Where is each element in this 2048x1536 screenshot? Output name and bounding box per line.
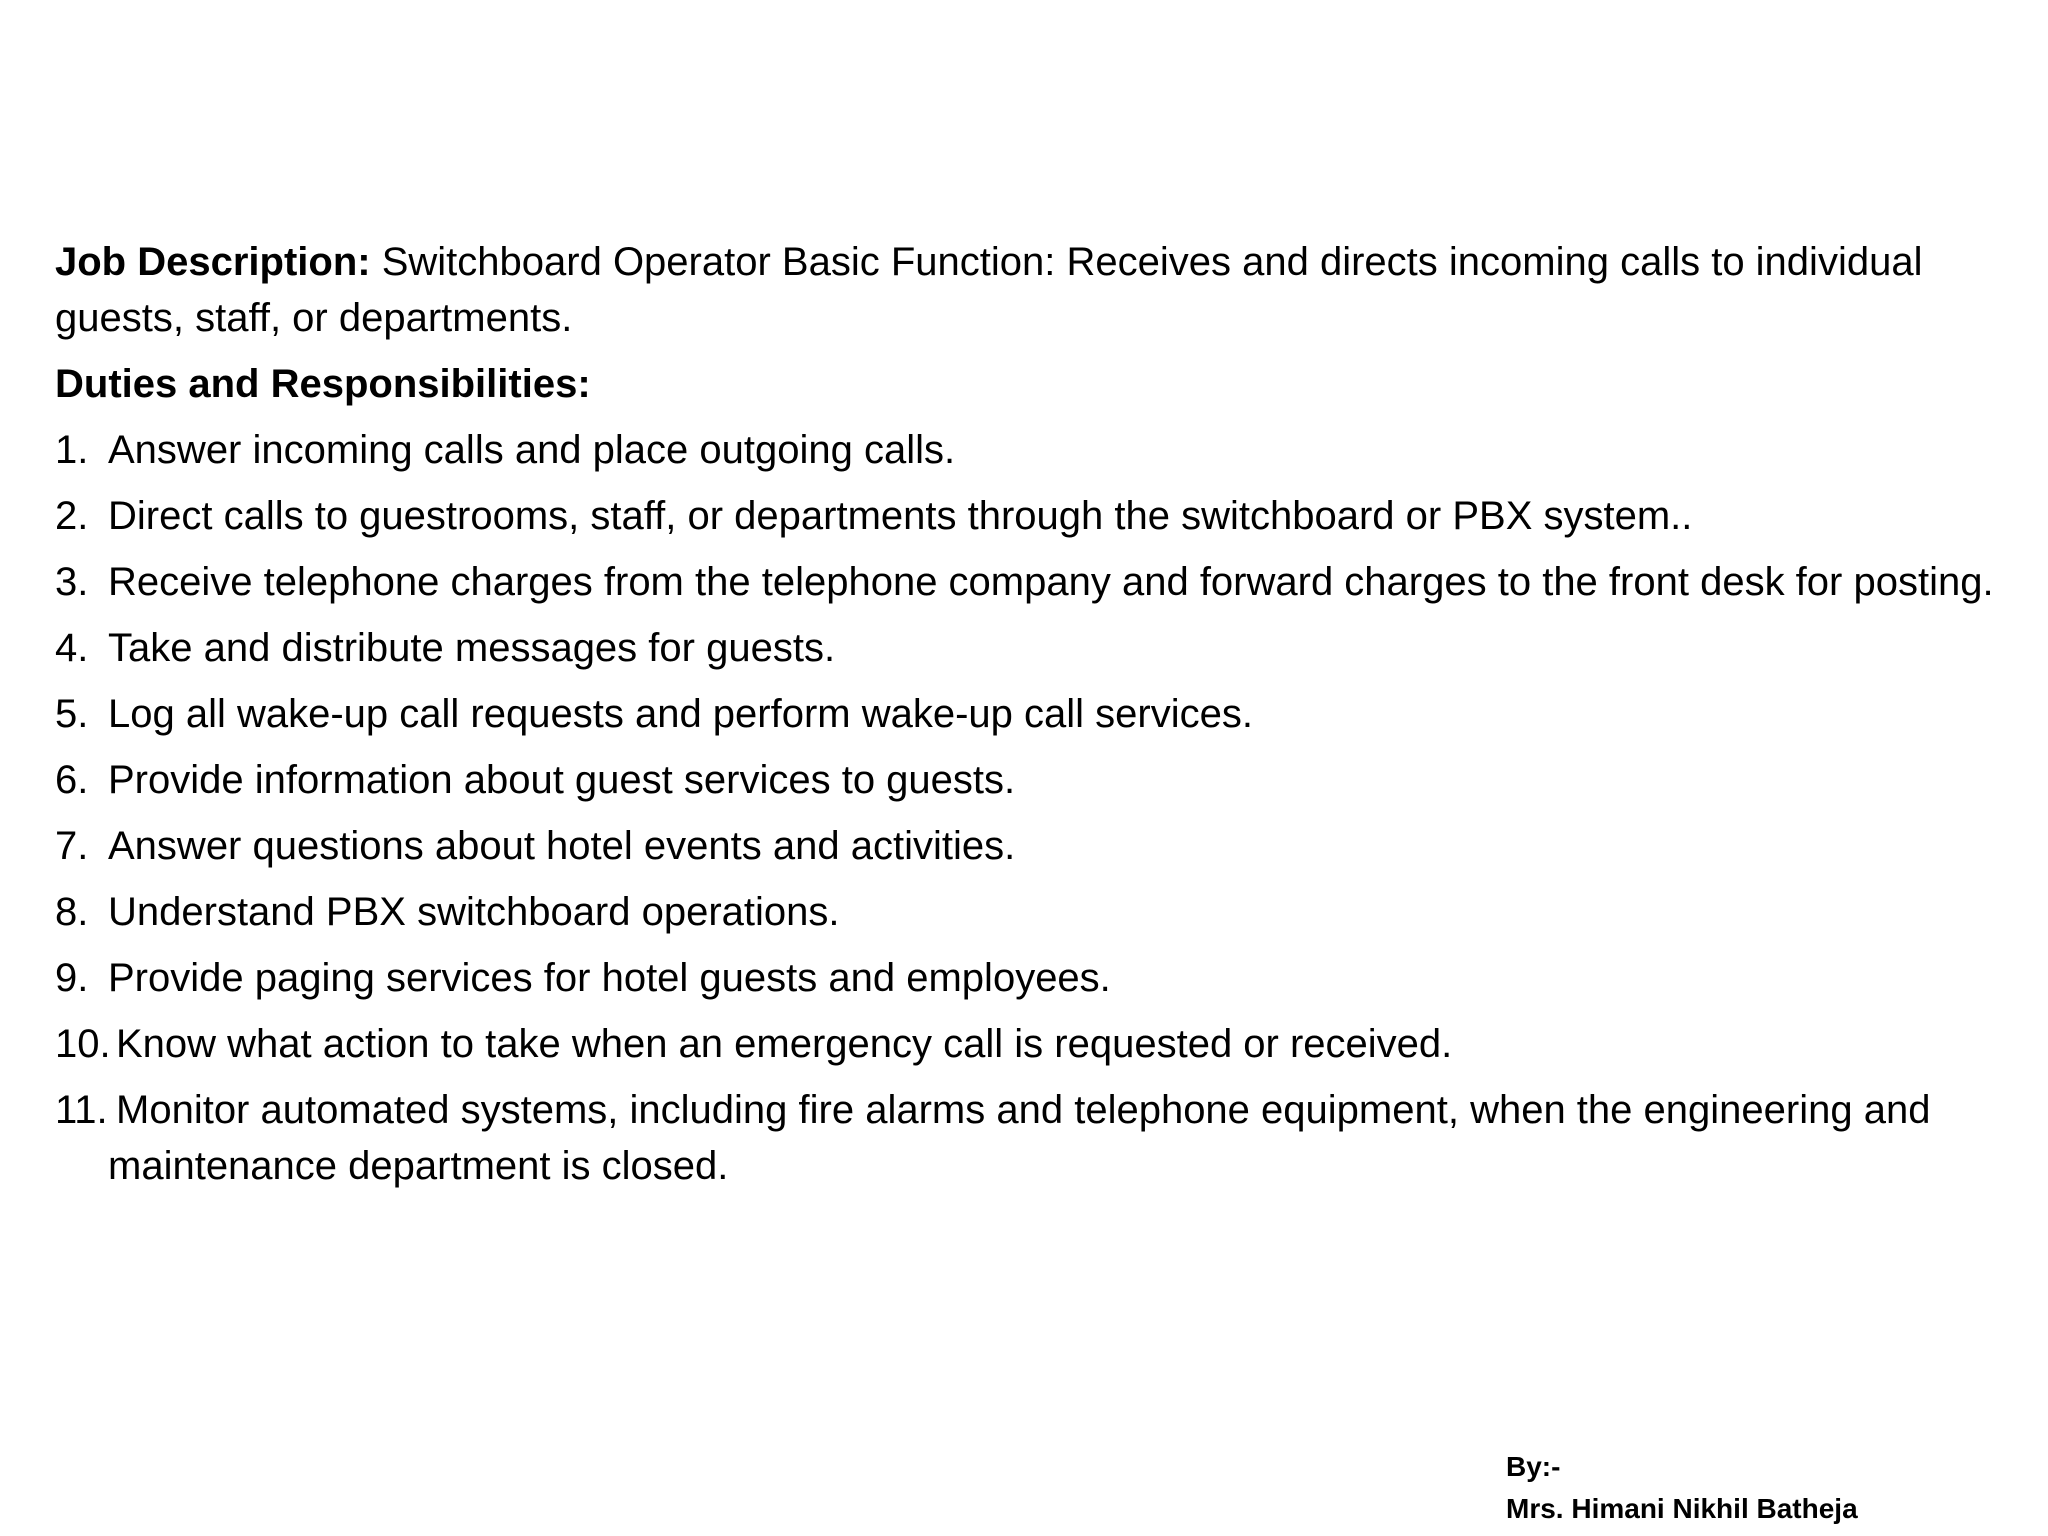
list-item	[55, 422, 2005, 478]
list-text: Answer incoming calls and place outgoing calls.	[108, 428, 956, 472]
byline-by: By:-	[1506, 1451, 1561, 1482]
list-item	[55, 950, 2005, 1006]
list-text: Monitor automated systems, including fire alarms and telephone equipment, when the engineering and maintenance department is closed.	[108, 1088, 1931, 1188]
list-number: 6.	[55, 758, 89, 802]
list-item	[55, 620, 2005, 676]
slide-content	[55, 234, 2005, 1204]
list-item	[55, 488, 2005, 544]
list-text: Provide information about guest services to guests.	[108, 758, 1016, 802]
list-item	[55, 554, 2005, 610]
list-text: Understand PBX switchboard operations.	[108, 890, 840, 934]
job-description-label: Job Description:	[55, 240, 371, 284]
list-number: 10.	[55, 1022, 111, 1066]
byline-author: Mrs. Himani Nikhil Batheja	[1506, 1493, 1858, 1524]
list-item	[55, 686, 2005, 742]
list-text: Provide paging services for hotel guests and employees.	[108, 956, 1111, 1000]
list-item	[55, 818, 2005, 874]
list-text: Know what action to take when an emergency call is requested or received.	[116, 1022, 1453, 1066]
job-description	[55, 234, 2005, 346]
list-number: 7.	[55, 824, 89, 868]
list-item	[55, 884, 2005, 940]
list-number: 3.	[55, 560, 89, 604]
list-text: Take and distribute messages for guests.	[108, 626, 836, 670]
duties-list	[55, 422, 2005, 1194]
job-description-text: Switchboard Operator Basic Function: Receives and directs incoming calls to individual guests, staff, or departments.	[55, 240, 1923, 340]
list-text: Answer questions about hotel events and activities.	[108, 824, 1016, 868]
list-number: 9.	[55, 956, 89, 1000]
list-number: 8.	[55, 890, 89, 934]
duties-heading: Duties and Responsibilities:	[55, 362, 591, 406]
list-text: Direct calls to guestrooms, staff, or departments through the switchboard or PBX system..	[108, 494, 1693, 538]
list-text: Receive telephone charges from the telephone company and forward charges to the front desk for posting.	[108, 560, 1994, 604]
list-item	[55, 1016, 2005, 1072]
list-number: 1.	[55, 428, 89, 472]
byline	[1506, 1446, 1858, 1530]
list-number: 2.	[55, 494, 89, 538]
list-number: 5.	[55, 692, 89, 736]
list-number: 11.	[55, 1088, 108, 1132]
list-item	[55, 752, 2005, 808]
list-item	[55, 1082, 2005, 1194]
list-text: Log all wake-up call requests and perform wake-up call services.	[108, 692, 1253, 736]
list-number: 4.	[55, 626, 89, 670]
